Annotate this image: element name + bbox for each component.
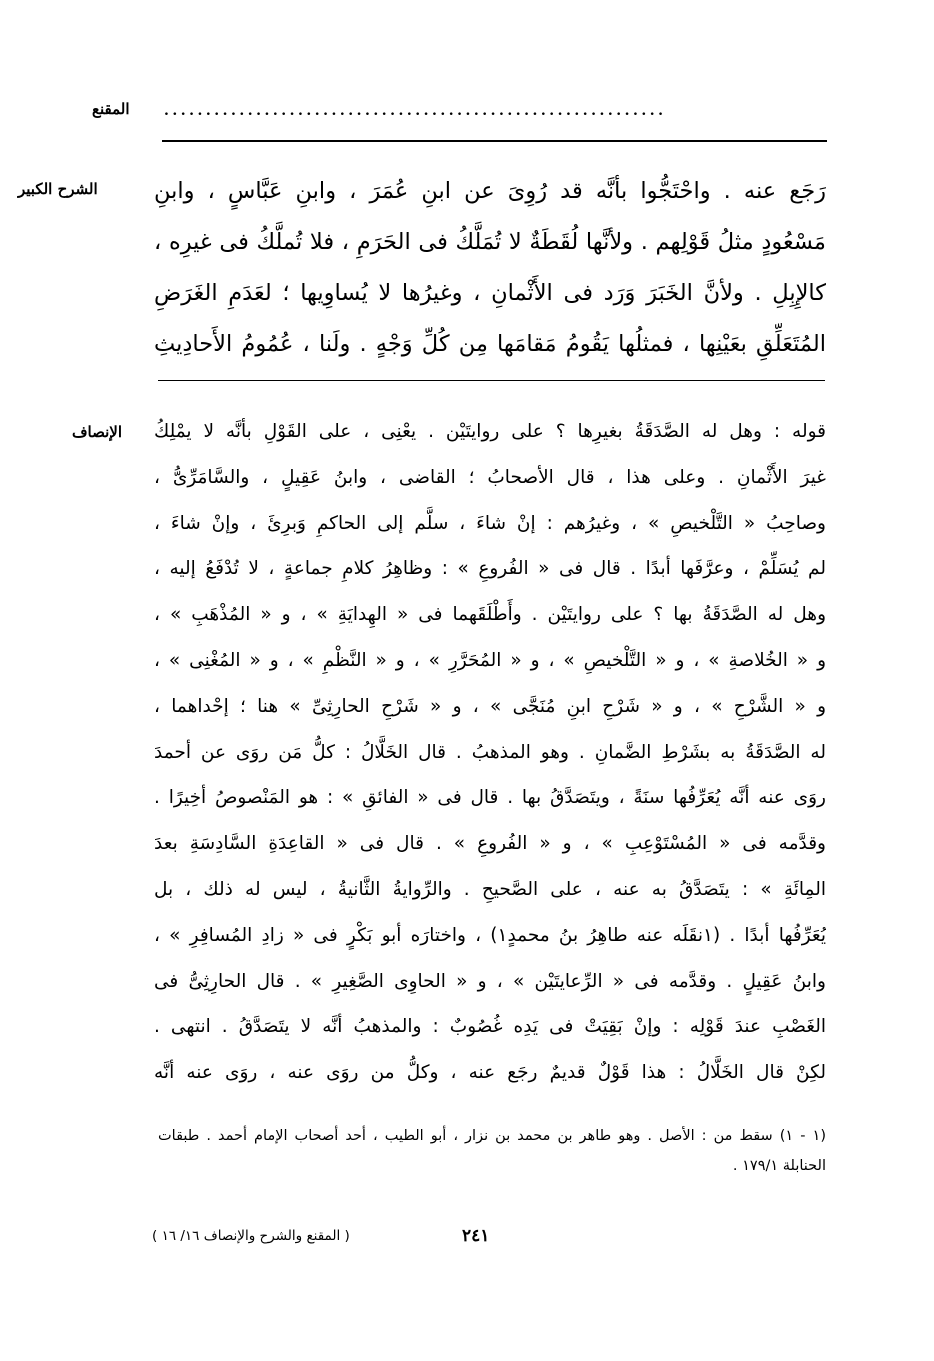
insaf-line: وقدَّمه فى « المُسْتَوْعِبِ » ، و « الفُروعِ » . قال فى « القاعِدَةِ السَّادِسَةِ بعدَ bbox=[154, 833, 826, 855]
insaf-margin-label: الإنصاف bbox=[72, 423, 123, 441]
footnote bbox=[158, 1121, 826, 1181]
running-title: ( المقنع والشرح والإنصاف ١٦/ ١٦ ) bbox=[152, 1228, 350, 1244]
footnote-line: (١ - ١) سقط من : الأصل . وهو طاهر بن محمد بن نزار ، أبو الطيب ، أحد أصحاب الإمام أحمد . طبقات bbox=[158, 1128, 826, 1144]
top-rule bbox=[162, 140, 827, 142]
insaf-line: الغَصْبِ عندَ قَوْلِه : وإنْ بَقِيَتْ فى يَدِه غُصُوبٌ : والمذهبُ أنَّه لا يتَصَدَّقُ . انتهى . bbox=[154, 1016, 826, 1038]
insaf-line: يُعَرِّفُها أبدًا . (١نقَلَه عنه طاهِرُ بنُ محمدٍ١) ، واختارَه أبو بَكْرٍ فى « زادِ المُسافِرِ » ، bbox=[154, 924, 826, 946]
sharh-line: مَسْعُودٍ مثلُ قَوْلِهم . ولأنَّها لُقَطَةٌ لا تُمَلَّكُ فى الحَرَمِ ، فلا تُملَّكُ فى غيرِه ، bbox=[154, 229, 826, 255]
insaf-line: المِائَةِ » : يتَصَدَّقُ به عنه ، على الصَّحيحِ . والرِّوايةُ الثَّانيةُ ، ليس له ذلك ، بل bbox=[154, 878, 826, 900]
insaf-line: وصاحِبُ « التَّلْخيصِ » ، وغيرُهم : إنْ شاءَ ، سلَّم إلى الحاكمِ وَبرِئَ ، وإنْ شاءَ ، bbox=[154, 512, 826, 534]
footnote-line: الحنابلة ١٧٩/١ . bbox=[732, 1158, 826, 1174]
insaf-line: وابنُ عَقِيلٍ . وقدَّمه فى « الرِّعايتَيْن » ، و « الحاوِى الصَّغِيرِ » . قال الحارِثِىُّ فى bbox=[154, 970, 826, 992]
muqni-margin-label: المقنع bbox=[92, 100, 130, 118]
insaf-line: و « الشَّرْحِ » ، و « شَرْحِ ابنِ مُنَجَّى » ، و « شَرْحِ الحارِثِىِّ » هنا ؛ إحْداهما ، bbox=[154, 695, 826, 717]
insaf-line: روَى عنه أنَّه يُعَرِّفُها سنَةً ، ويتَصَدَّقُ بها . قال فى « الفائقِ » : هو المَنْصوصُ أخِيرًا . bbox=[154, 787, 826, 809]
sharh-line: كالإِبِلِ . ولأنَّ الخَبَرَ وَرَد فى الأَثْمانِ ، وغيرُها لا يُساوِيها ؛ لعَدَمِ الغَرَضِ bbox=[154, 280, 826, 306]
insaf-line: لم يُسَلِّمْ ، وعرَّفَها أبدًا . قال فى « الفُروعِ » : وظاهِرُ كلامِ جماعةٍ ، لا تُدْفَعُ إليه ، bbox=[154, 558, 826, 580]
sharh-text-block bbox=[154, 168, 826, 372]
sharh-margin-label: الشرح الكبير bbox=[18, 180, 98, 198]
insaf-line: له الصَّدَقَةُ به بشَرْطِ الضَّمانِ . وهو المذهبُ . قال الخَلَّالُ : كلُّ مَن روَى عن أحمدَ bbox=[154, 741, 826, 763]
sharh-line: المُتَعَلِّقِ بعَيْنِها ، فمثلُها يَقُومُ مَقامَها مِن كُلِّ وَجْهٍ . ولَنا ، عُمُومُ الأَحادِيثِ bbox=[154, 331, 826, 357]
insaf-line: و « الخُلاصةِ » ، و « التَّلْخيصِ » ، و « المُحَرَّرِ » ، و « النَّظْمِ » ، و « المُغْنِى » ، bbox=[154, 649, 826, 671]
insaf-line: قوله : وهل له الصَّدَقَةُ بغيرِها ؟ على روايتَيْن . يعْنِى ، على القَوْلِ بأنَّه لا يمْلِكُ bbox=[154, 421, 826, 442]
insaf-text-block bbox=[154, 412, 826, 1099]
muqni-dotted-placeholder: ............................................................ bbox=[164, 103, 667, 119]
insaf-line: لكِنْ قال الخَلَّالُ : هذا قَوْلٌ قديمٌ رجَع عنه ، وكلُّ من روَى عنه ، روَى عنه أنَّه bbox=[154, 1062, 826, 1084]
page-number: ٢٤١ bbox=[462, 1226, 490, 1246]
insaf-line: وهل له الصَّدَقَةُ بها ؟ على روايتَيْن . وأَطْلَقَهما فى « الهِدايَةِ » ، و « المُذْهَبِ » ، bbox=[154, 604, 826, 626]
insaf-line: غيرَ الأَثْمانِ . وعلى هذا ، قال الأصحابُ ؛ القاضى ، وابنُ عَقِيلٍ ، والسَّامَرِّىُّ ، bbox=[154, 466, 826, 488]
middle-rule bbox=[158, 380, 825, 381]
sharh-line: رَجَع عنه . واحْتَجُّوا بأنَّه قد رُوِىَ عن ابنِ عُمَرَ ، وابنِ عَبَّاسٍ ، وابنِ bbox=[154, 178, 826, 204]
